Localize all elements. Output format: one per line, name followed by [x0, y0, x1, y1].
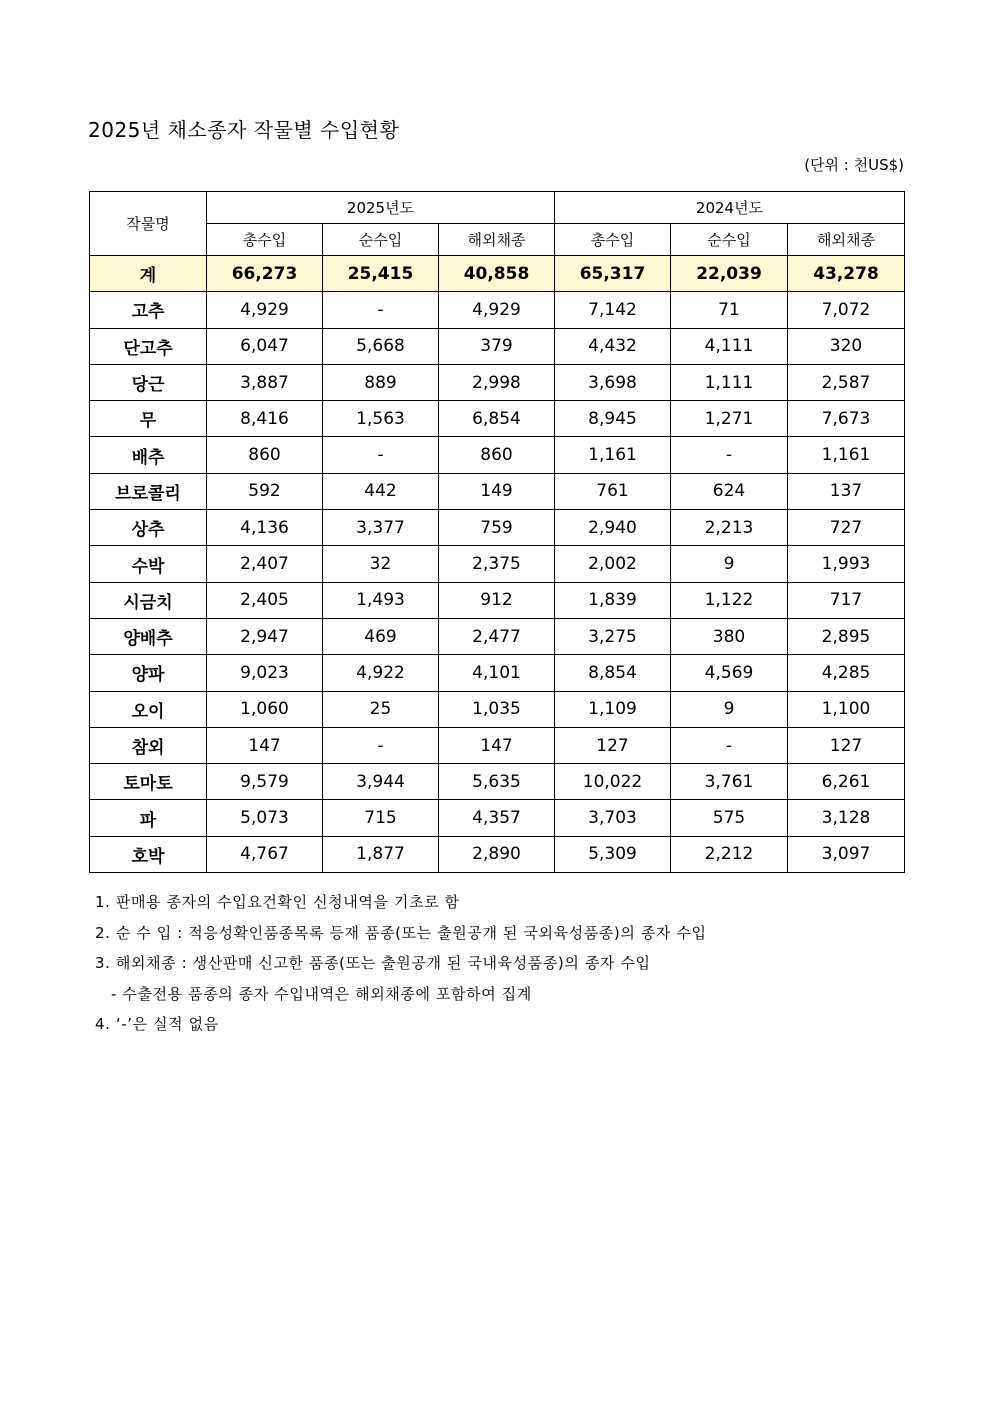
value-cell: 727 [788, 510, 905, 546]
value-cell: 6,047 [207, 328, 323, 364]
total-row [90, 256, 905, 292]
value-cell: 2,940 [555, 510, 671, 546]
table-row [90, 510, 905, 546]
crop-name-cell: 무 [90, 401, 207, 437]
sub-header-overseas-2025: 해외채종 [439, 224, 555, 256]
crop-name-cell: 당근 [90, 364, 207, 400]
value-cell: 442 [323, 473, 439, 509]
value-cell: 6,261 [788, 764, 905, 800]
value-cell: 1,161 [788, 437, 905, 473]
import-table [89, 191, 905, 873]
value-cell: 1,563 [323, 401, 439, 437]
value-cell: 717 [788, 582, 905, 618]
value-cell: 6,854 [439, 401, 555, 437]
value-cell: - [323, 437, 439, 473]
value-cell: 9,579 [207, 764, 323, 800]
total-value: 40,858 [439, 256, 555, 292]
crop-name-cell: 브로콜리 [90, 473, 207, 509]
value-cell: 4,285 [788, 655, 905, 691]
total-value: 22,039 [671, 256, 788, 292]
value-cell: - [323, 727, 439, 763]
value-cell: 380 [671, 618, 788, 654]
header-row-sub [90, 224, 905, 256]
crop-name-cell: 파 [90, 800, 207, 836]
crop-name-cell: 단고추 [90, 328, 207, 364]
value-cell: 4,569 [671, 655, 788, 691]
value-cell: 3,887 [207, 364, 323, 400]
sub-header-net-import-2024: 순수입 [671, 224, 788, 256]
value-cell: 2,947 [207, 618, 323, 654]
value-cell: 2,477 [439, 618, 555, 654]
value-cell: 5,073 [207, 800, 323, 836]
value-cell: 592 [207, 473, 323, 509]
table-row [90, 437, 905, 473]
footnote-4: 4. ‘-’은 실적 없음 [95, 1015, 219, 1033]
value-cell: 759 [439, 510, 555, 546]
header-row-years [90, 192, 905, 224]
value-cell: 1,271 [671, 401, 788, 437]
value-cell: 4,929 [439, 292, 555, 328]
crop-name-cell: 오이 [90, 691, 207, 727]
table-row [90, 764, 905, 800]
total-value: 25,415 [323, 256, 439, 292]
value-cell: 575 [671, 800, 788, 836]
value-cell: 3,128 [788, 800, 905, 836]
value-cell: 8,945 [555, 401, 671, 437]
value-cell: 149 [439, 473, 555, 509]
value-cell: 1,060 [207, 691, 323, 727]
crop-name-cell: 참외 [90, 727, 207, 763]
value-cell: 469 [323, 618, 439, 654]
value-cell: 9 [671, 546, 788, 582]
value-cell: 889 [323, 364, 439, 400]
value-cell: - [671, 727, 788, 763]
value-cell: 4,101 [439, 655, 555, 691]
value-cell: 5,309 [555, 836, 671, 872]
table-row [90, 691, 905, 727]
value-cell: 3,698 [555, 364, 671, 400]
value-cell: 379 [439, 328, 555, 364]
year-group-2025: 2025년도 [207, 192, 555, 224]
total-value: 66,273 [207, 256, 323, 292]
value-cell: 715 [323, 800, 439, 836]
value-cell: 3,097 [788, 836, 905, 872]
value-cell: 2,405 [207, 582, 323, 618]
value-cell: 4,111 [671, 328, 788, 364]
footnote-3: 3. 해외채종 : 생산판매 신고한 품종(또는 출원공개 된 국내육성품종)의 종자 수입 [95, 954, 651, 972]
value-cell: 2,213 [671, 510, 788, 546]
value-cell: 1,839 [555, 582, 671, 618]
value-cell: 860 [439, 437, 555, 473]
value-cell: 3,761 [671, 764, 788, 800]
table-row [90, 800, 905, 836]
sub-header-overseas-2024: 해외채종 [788, 224, 905, 256]
value-cell: 1,111 [671, 364, 788, 400]
value-cell: 2,407 [207, 546, 323, 582]
value-cell: 4,136 [207, 510, 323, 546]
value-cell: 1,493 [323, 582, 439, 618]
value-cell: 4,767 [207, 836, 323, 872]
value-cell: 1,109 [555, 691, 671, 727]
value-cell: 320 [788, 328, 905, 364]
value-cell: 9,023 [207, 655, 323, 691]
value-cell: 2,375 [439, 546, 555, 582]
value-cell: 3,377 [323, 510, 439, 546]
value-cell: 4,929 [207, 292, 323, 328]
value-cell: 32 [323, 546, 439, 582]
sub-header-net-import-2025: 순수입 [323, 224, 439, 256]
value-cell: 7,072 [788, 292, 905, 328]
footnote-2: 2. 순 수 입 : 적응성확인품종목록 등재 품종(또는 출원공개 된 국외육성품종)의 종자 수입 [95, 923, 707, 942]
value-cell: 8,854 [555, 655, 671, 691]
value-cell: 2,998 [439, 364, 555, 400]
value-cell: 4,432 [555, 328, 671, 364]
table-row [90, 546, 905, 582]
value-cell: 5,668 [323, 328, 439, 364]
table-row [90, 401, 905, 437]
value-cell: 5,635 [439, 764, 555, 800]
table-row [90, 292, 905, 328]
total-value: 65,317 [555, 256, 671, 292]
value-cell: - [323, 292, 439, 328]
value-cell: - [671, 437, 788, 473]
sub-header-total-import-2025: 총수입 [207, 224, 323, 256]
table-row [90, 364, 905, 400]
crop-name-cell: 고추 [90, 292, 207, 328]
crop-name-cell: 배추 [90, 437, 207, 473]
table-row [90, 328, 905, 364]
value-cell: 2,890 [439, 836, 555, 872]
value-cell: 127 [788, 727, 905, 763]
value-cell: 10,022 [555, 764, 671, 800]
value-cell: 860 [207, 437, 323, 473]
table-row [90, 727, 905, 763]
value-cell: 2,587 [788, 364, 905, 400]
value-cell: 624 [671, 473, 788, 509]
value-cell: 1,993 [788, 546, 905, 582]
table-row [90, 836, 905, 872]
value-cell: 2,212 [671, 836, 788, 872]
table-row [90, 473, 905, 509]
value-cell: 7,673 [788, 401, 905, 437]
value-cell: 1,035 [439, 691, 555, 727]
crop-name-cell: 시금치 [90, 582, 207, 618]
value-cell: 9 [671, 691, 788, 727]
value-cell: 1,161 [555, 437, 671, 473]
value-cell: 71 [671, 292, 788, 328]
year-group-2024: 2024년도 [555, 192, 905, 224]
sub-header-total-import-2024: 총수입 [555, 224, 671, 256]
value-cell: 1,877 [323, 836, 439, 872]
footnote-1: 1. 판매용 종자의 수입요건확인 신청내역을 기초로 함 [95, 893, 460, 911]
crop-name-cell: 토마토 [90, 764, 207, 800]
crop-name-cell: 양배추 [90, 618, 207, 654]
crop-name-cell: 상추 [90, 510, 207, 546]
crop-header: 작물명 [90, 192, 207, 256]
total-label: 계 [90, 256, 207, 292]
value-cell: 761 [555, 473, 671, 509]
crop-name-cell: 수박 [90, 546, 207, 582]
footnotes [95, 887, 707, 1040]
value-cell: 3,275 [555, 618, 671, 654]
total-value: 43,278 [788, 256, 905, 292]
value-cell: 1,100 [788, 691, 905, 727]
value-cell: 2,895 [788, 618, 905, 654]
table-row [90, 618, 905, 654]
value-cell: 4,922 [323, 655, 439, 691]
unit-note: (단위 : 천US$) [804, 156, 904, 174]
value-cell: 912 [439, 582, 555, 618]
value-cell: 1,122 [671, 582, 788, 618]
crop-name-cell: 호박 [90, 836, 207, 872]
value-cell: 7,142 [555, 292, 671, 328]
value-cell: 8,416 [207, 401, 323, 437]
table-row [90, 582, 905, 618]
value-cell: 137 [788, 473, 905, 509]
value-cell: 127 [555, 727, 671, 763]
page-title: 2025년 채소종자 작물별 수입현황 [88, 118, 400, 142]
value-cell: 25 [323, 691, 439, 727]
value-cell: 3,944 [323, 764, 439, 800]
value-cell: 2,002 [555, 546, 671, 582]
footnote-3-sub: - 수출전용 품종의 종자 수입내역은 해외채종에 포함하여 집계 [111, 984, 532, 1003]
table-row [90, 655, 905, 691]
crop-name-cell: 양파 [90, 655, 207, 691]
value-cell: 147 [439, 727, 555, 763]
value-cell: 3,703 [555, 800, 671, 836]
value-cell: 4,357 [439, 800, 555, 836]
value-cell: 147 [207, 727, 323, 763]
